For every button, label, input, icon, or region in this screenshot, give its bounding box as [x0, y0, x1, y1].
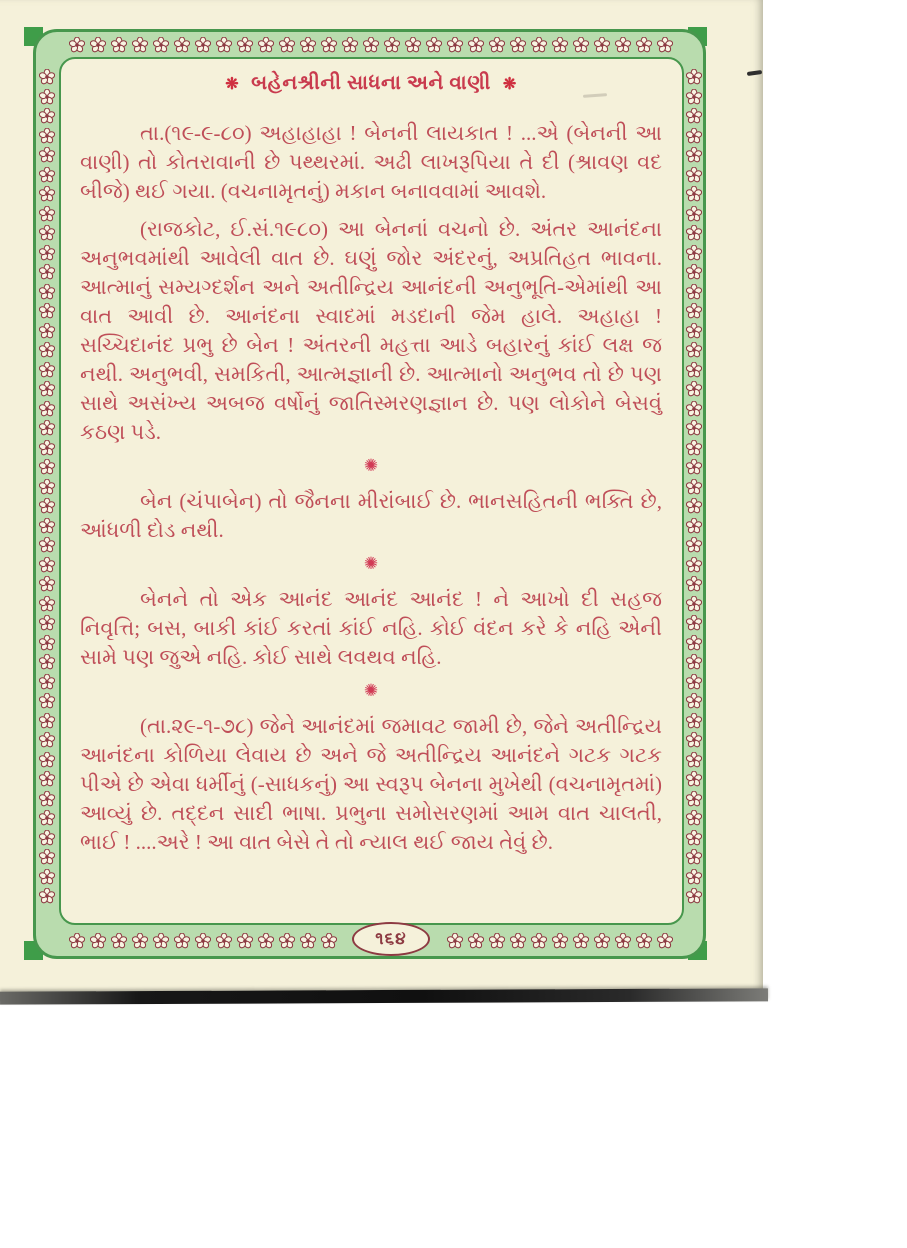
flower-icon	[39, 284, 55, 300]
flower-icon	[686, 869, 702, 885]
page-header	[80, 72, 662, 95]
scan-artifact-mark	[747, 70, 762, 76]
flower-icon	[39, 420, 55, 436]
flower-icon	[39, 459, 55, 475]
flower-icon	[447, 933, 463, 949]
flower-icon	[39, 362, 55, 378]
flower-icon	[686, 440, 702, 456]
flower-icon	[573, 933, 589, 949]
flower-icon	[132, 37, 148, 53]
flower-icon	[468, 37, 484, 53]
flower-icon	[384, 37, 400, 53]
text-blocks	[80, 119, 662, 857]
flower-icon	[39, 342, 55, 358]
flower-icon	[279, 933, 295, 949]
flower-icon	[258, 933, 274, 949]
flower-icon	[636, 37, 652, 53]
flower-icon	[686, 849, 702, 865]
flower-icon	[686, 557, 702, 573]
flower-icon	[321, 37, 337, 53]
flower-icon	[39, 732, 55, 748]
paragraph: તા.(૧૯-૯-૮૦) અહાહાહા ! બેનની લાયકાત ! ...એ (બેનની આ વાણી) તો કોતરાવાની છે પથ્થરમાં. અઢી લાખરૂપિયા તે દી (શ્રાવણ વદ બીજે) થઈ ગયા. (વચનામૃતનું) મકાન બનાવવામાં આવશે.	[80, 121, 662, 203]
flower-icon	[39, 108, 55, 124]
flower-icon	[39, 128, 55, 144]
page-title: બહેનશ્રીની સાધના અને વાણી	[251, 72, 491, 94]
flower-icon	[90, 37, 106, 53]
header-flower-icon: ❋	[502, 75, 517, 93]
flower-icon	[39, 537, 55, 553]
flower-icon	[111, 37, 127, 53]
flower-icon	[686, 342, 702, 358]
flower-icon	[39, 869, 55, 885]
flower-icon	[363, 37, 379, 53]
flower-icon	[686, 420, 702, 436]
flower-icon	[39, 557, 55, 573]
flower-icon	[686, 206, 702, 222]
paragraph: બેનને તો એક આનંદ આનંદ આનંદ ! ને આખો દી સહજ નિવૃત્તિ; બસ, બાકી કાંઈ કરતાં કાંઈ નહિ. કોઈ વંદન કરે કે નહિ એની સામે પણ જુએ નહિ. કોઈ સાથે લવથવ નહિ.	[80, 587, 662, 669]
flower-icon	[39, 693, 55, 709]
flower-icon	[489, 37, 505, 53]
paragraph: (તા.૨૯-૧-૭૮) જેને આનંદમાં જમાવટ જામી છે, જેને અતીન્દ્રિય આનંદના કોળિયા લેવાય છે અને જે અતીન્દ્રિય આનંદને ગટક ગટક પીએ છે એવા ધર્મીનું (-સાધકનું) આ સ્વરૂપ બેનના મુખેથી (વચનામૃતમાં) આવ્યું છે. તદ્દન સાદી ભાષા. પ્રભુના સમોસરણમાં આમ વાત ચાલતી, ભાઈ ! ....અરે ! આ વાત બેસે તે તો ન્યાલ થઈ જાય તેવું છે.	[80, 714, 662, 854]
flower-icon	[686, 498, 702, 514]
flower-icon	[686, 323, 702, 339]
flower-icon	[39, 225, 55, 241]
flower-icon	[39, 635, 55, 651]
flower-icon	[686, 108, 702, 124]
flower-icon	[686, 732, 702, 748]
flower-icon	[39, 206, 55, 222]
flower-icon	[615, 37, 631, 53]
flower-icon	[174, 37, 190, 53]
flower-icon	[552, 37, 568, 53]
flower-icon	[39, 245, 55, 261]
flower-icon	[447, 37, 463, 53]
flower-icon	[300, 37, 316, 53]
flower-icon	[686, 128, 702, 144]
flower-icon	[39, 596, 55, 612]
flower-icon	[39, 303, 55, 319]
scanner-edge-artifact	[0, 988, 768, 1004]
page-number-badge	[352, 922, 430, 956]
flower-icon	[531, 933, 547, 949]
flower-icon	[686, 752, 702, 768]
flower-icon	[39, 186, 55, 202]
paragraph: બેન (ચંપાબેન) તો જૈનના મીરાંબાઈ છે. ભાનસહિતની ભક્તિ છે, આંધળી દોડ નથી.	[80, 489, 662, 542]
flower-icon	[195, 37, 211, 53]
flower-icon	[531, 37, 547, 53]
flower-icon	[39, 888, 55, 904]
flower-icon	[321, 933, 337, 949]
flower-icon	[39, 440, 55, 456]
flower-icon	[237, 933, 253, 949]
flower-icon	[686, 693, 702, 709]
flower-icon	[39, 654, 55, 670]
flower-icon	[300, 933, 316, 949]
flower-icon	[686, 596, 702, 612]
flower-icon	[686, 791, 702, 807]
flower-icon	[636, 933, 652, 949]
flower-icon	[426, 37, 442, 53]
flower-icon	[686, 303, 702, 319]
flower-icon	[195, 933, 211, 949]
paragraph: (રાજકોટ, ઈ.સં.૧૯૮૦) આ બેનનાં વચનો છે. અંતર આનંદના અનુભવમાંથી આવેલી વાત છે. ઘણું જોર અંદરનું, અપ્રતિહત ભાવના. આત્માનું સમ્યગ્દર્શન અને અતીન્દ્રિય આનંદની અનુભૂતિ-એમાંથી આ વાત આવી છે. આનંદના સ્વાદમાં મડદાની જેમ હાલે. અહાહા ! સચ્ચિદાનંદ પ્રભુ છે બેન ! અંતરની મહત્તા આડે બહારનું કાંઈ લક્ષ જ નથી. અનુભવી, સમકિતી, આત્મજ્ઞાની છે. આત્માનો અનુભવ તો છે પણ સાથે અસંખ્ય અબજ વર્ષોનું જાતિસ્મરણજ્ઞાન છે. પણ લોકોને બેસવું કઠણ પડે.	[80, 217, 662, 444]
flower-icon	[686, 888, 702, 904]
flower-icon	[132, 933, 148, 949]
flower-icon	[153, 37, 169, 53]
flower-icon	[686, 381, 702, 397]
flower-icon	[39, 518, 55, 534]
flower-icon	[39, 791, 55, 807]
flower-icon	[39, 323, 55, 339]
flower-icon	[39, 713, 55, 729]
page-content	[80, 72, 662, 866]
flower-icon	[686, 654, 702, 670]
flower-icon	[510, 933, 526, 949]
flower-icon	[39, 830, 55, 846]
flower-icon	[615, 933, 631, 949]
flower-icon	[686, 167, 702, 183]
section-separator-ornament: ✺	[363, 681, 379, 700]
flower-icon	[686, 186, 702, 202]
flower-icon	[657, 933, 673, 949]
flower-icon	[686, 771, 702, 787]
flower-icon	[342, 37, 358, 53]
flower-icon	[594, 933, 610, 949]
flower-icon	[39, 479, 55, 495]
flower-icon	[510, 37, 526, 53]
flower-icon	[216, 37, 232, 53]
flower-icon	[468, 933, 484, 949]
flower-icon	[39, 615, 55, 631]
flower-icon	[90, 933, 106, 949]
flower-icon	[686, 284, 702, 300]
flower-icon	[39, 167, 55, 183]
flower-icon	[69, 933, 85, 949]
flower-icon	[39, 674, 55, 690]
flower-icon	[489, 933, 505, 949]
flower-icon	[39, 849, 55, 865]
flower-icon	[552, 933, 568, 949]
flower-icon	[686, 147, 702, 163]
flower-icon	[686, 830, 702, 846]
flower-icon	[39, 69, 55, 85]
flower-icon	[686, 459, 702, 475]
flower-icon	[594, 37, 610, 53]
flower-icon	[174, 933, 190, 949]
flower-icon	[405, 37, 421, 53]
flower-icon	[39, 89, 55, 105]
flower-icon	[39, 771, 55, 787]
flower-icon	[39, 381, 55, 397]
flower-icon	[39, 752, 55, 768]
section-separator-ornament: ✺	[363, 456, 379, 475]
header-flower-icon: ❋	[225, 75, 240, 93]
flower-icon	[686, 576, 702, 592]
flower-icon	[686, 674, 702, 690]
flower-icon	[686, 264, 702, 280]
flower-icon	[279, 37, 295, 53]
flower-icon	[686, 401, 702, 417]
flower-icon	[39, 264, 55, 280]
flower-icon	[686, 518, 702, 534]
flower-icon	[686, 810, 702, 826]
flower-icon	[39, 498, 55, 514]
flower-icon	[258, 37, 274, 53]
flower-icon	[686, 537, 702, 553]
flower-icon	[111, 933, 127, 949]
flower-icon	[686, 245, 702, 261]
flower-icon	[39, 810, 55, 826]
flower-icon	[686, 69, 702, 85]
page-number: ૧૬૪	[375, 929, 407, 948]
flower-icon	[657, 37, 673, 53]
flower-icon	[39, 147, 55, 163]
flower-icon	[686, 713, 702, 729]
flower-icon	[153, 933, 169, 949]
flower-icon	[686, 362, 702, 378]
flower-icon	[39, 576, 55, 592]
flower-icon	[573, 37, 589, 53]
flower-icon	[237, 37, 253, 53]
section-separator-ornament: ✺	[363, 554, 379, 573]
flower-icon	[39, 401, 55, 417]
flower-icon	[686, 89, 702, 105]
flower-icon	[686, 225, 702, 241]
flower-icon	[686, 479, 702, 495]
flower-icon	[686, 635, 702, 651]
flower-icon	[216, 933, 232, 949]
flower-icon	[69, 37, 85, 53]
flower-icon	[686, 615, 702, 631]
